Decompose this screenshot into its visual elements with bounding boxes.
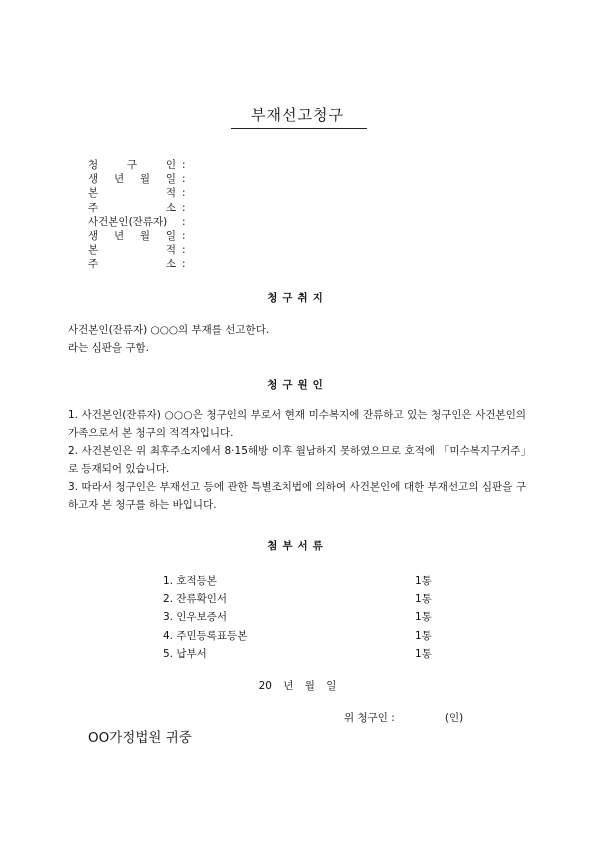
info-row [88,257,186,271]
info-colon: : [182,229,186,242]
attachment-item [163,645,432,663]
info-row [88,186,186,200]
attachment-name: 4. 주민등록표등본 [163,629,248,642]
date-line: 20 년 월 일 [258,680,337,692]
cause-paragraph: 3. 따라서 청구인은 부재선고 등에 관한 특별조치법에 의하여 사건본인에 대한 부재선고의 심판을 구하고자 본 청구를 하는 바입니다. [68,481,526,511]
info-label: 본 적 [88,244,176,257]
attachment-qty: 1통 [415,647,432,660]
info-row [88,215,186,229]
info-row [88,229,186,243]
cause-paragraph: 2. 사건본인은 위 최후주소지에서 8·15해방 이후 월남하지 못하였으므로 호적에 「미수복지구거주」로 등재되어 있습니다. [68,445,526,475]
attachment-name: 3. 인우보증서 [163,611,228,624]
party-info-block [88,158,186,272]
info-label: 주 소 [88,201,176,214]
attachment-item [163,627,432,645]
cause-heading: 청구원인 [267,379,328,391]
info-row [88,243,186,257]
info-row [88,172,186,186]
purpose-line: 라는 심판을 구함. [68,342,150,354]
info-label: 주 소 [88,258,176,271]
info-colon: : [182,258,186,271]
court-addressee: OO가정법원 귀중 [88,730,192,746]
info-colon: : [182,201,186,214]
info-colon: : [182,159,186,171]
info-label: 생 년 월 일 [88,229,176,242]
info-colon: : [182,244,186,257]
info-colon: : [182,187,186,200]
info-label: 사건본인(잔류자) [88,215,168,228]
attachment-item [163,572,432,590]
attachment-item [163,590,432,608]
attachment-name: 5. 납부서 [163,647,207,660]
info-colon: : [182,173,186,186]
attachment-qty: 1통 [415,611,432,624]
attachment-qty: 1통 [415,575,432,587]
attachment-qty: 1통 [415,629,432,642]
info-colon: : [182,215,186,228]
info-row [88,201,186,215]
document-title: 부재선고청구 [251,106,344,124]
info-label: 본 적 [88,187,176,200]
attachment-qty: 1통 [415,593,432,606]
attachment-name: 2. 잔류확인서 [163,593,228,606]
attachment-item [163,608,432,626]
attachments-list [163,572,432,663]
purpose-heading: 청구취지 [267,292,328,304]
info-label: 청 구 인 [88,159,176,171]
title-underline [231,128,367,129]
attachments-heading: 첨부서류 [267,540,328,552]
purpose-body [68,321,526,357]
attachment-name: 1. 호적등본 [163,575,217,587]
cause-paragraph: 1. 사건본인(잔류자) ○○○은 청구인의 부로서 현재 미수복지에 잔류하고 있는 청구인은 사건본인의 가족으로서 본 청구의 적격자입니다. [68,409,526,439]
signature-line: 위 청구인 : (인) [344,712,464,724]
purpose-line: 사건본인(잔류자) ○○○의 부재를 선고한다. [68,324,270,336]
cause-body [68,406,526,514]
info-label: 생 년 월 일 [88,173,176,186]
info-row [88,158,186,172]
